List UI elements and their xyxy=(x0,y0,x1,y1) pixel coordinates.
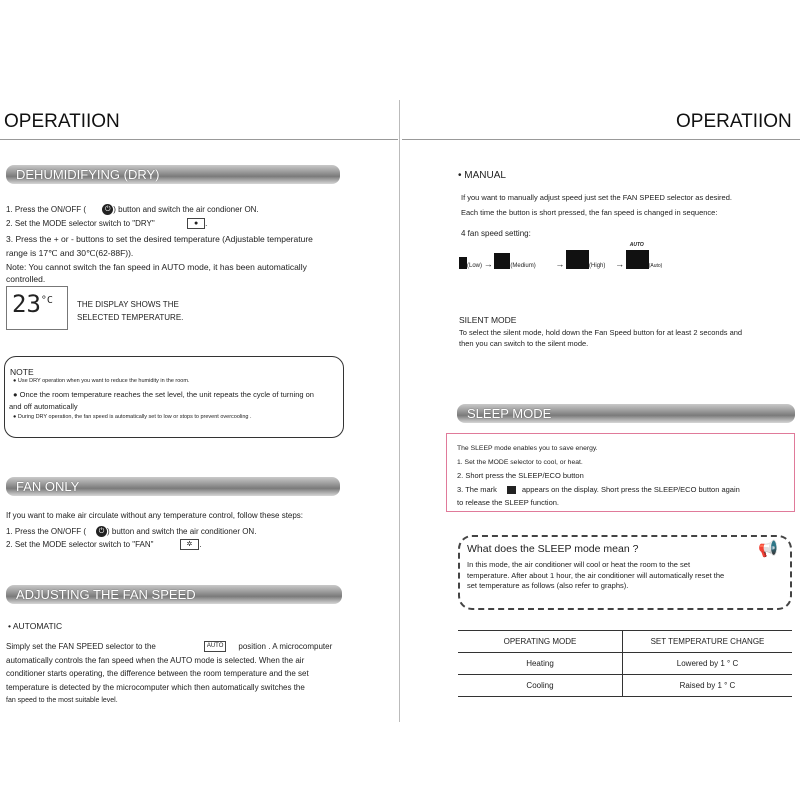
column-header: SET TEMPERATURE CHANGE xyxy=(623,631,793,653)
fan-icon: ✲ xyxy=(180,539,200,550)
fan-auto-icon xyxy=(626,242,649,269)
page-divider xyxy=(399,100,400,722)
table-cell: Heating xyxy=(458,653,623,675)
arrow-icon: → xyxy=(483,259,493,269)
temperature-display xyxy=(6,286,68,330)
power-icon: ⏻ xyxy=(102,204,113,215)
note-item-2: ● Once the room temperature reaches the set level, the unit repeats the cycle of turning on xyxy=(13,390,314,399)
text: 3. The mark xyxy=(457,484,497,494)
page-title-left: OPERATIION xyxy=(4,111,120,132)
automatic-heading: • AUTOMATIC xyxy=(8,621,63,631)
text: THE DISPLAY SHOWS THE xyxy=(77,300,179,309)
section-header-fan-speed: ADJUSTING THE FAN SPEED xyxy=(6,585,342,604)
speed-auto-label: (Auto) xyxy=(648,263,663,269)
text xyxy=(457,483,740,497)
note-item-3: ● During DRY operation, the fan speed is automatically set to low or stops to prevent overcooling . xyxy=(13,414,252,420)
table-header-row xyxy=(458,631,792,653)
speed-low-label: (Low) xyxy=(467,263,483,269)
fan-speed-setting-label: 4 fan speed setting: xyxy=(461,229,531,238)
dry-step-1 xyxy=(6,204,259,216)
text: 2. Set the MODE selector switch to "FAN" xyxy=(6,540,154,549)
dry-step-2 xyxy=(6,218,207,230)
sleep-temperature-table xyxy=(458,630,792,697)
text: Once the room temperature reaches the set level, the unit repeats the cycle of turning on xyxy=(19,390,314,399)
note-item-2-cont: and off automatically xyxy=(9,402,78,411)
table-row xyxy=(458,675,792,697)
column-header: OPERATING MODE xyxy=(458,631,623,653)
text: Each time the button is short pressed, the fan speed is changed in sequence: xyxy=(461,208,718,217)
auto-mark: AUTO xyxy=(629,242,644,248)
text: SELECTED TEMPERATURE. xyxy=(77,313,184,322)
text: Use DRY operation when you want to reduce the humidity in the room. xyxy=(17,378,190,384)
manual-heading: • MANUAL xyxy=(458,170,506,181)
note-box xyxy=(4,356,344,438)
fan-low-icon xyxy=(459,257,467,269)
text: In this mode, the air conditioner will cool or heat the room to the set xyxy=(467,560,691,569)
note-title: NOTE xyxy=(10,367,34,377)
text: Simply set the FAN SPEED selector to the xyxy=(6,642,156,651)
fan-only-intro: If you want to make air circulate without any temperature control, follow these steps: xyxy=(6,511,304,520)
text: The SLEEP mode enables you to save energy. xyxy=(457,445,598,452)
silent-mode-heading: SILENT MODE xyxy=(459,315,517,325)
text: 3. Press the + or - buttons to set the desired temperature (Adjustable temperature xyxy=(6,234,313,244)
text: If you want to manually adjust speed just set the FAN SPEED selector as desired. xyxy=(461,193,732,202)
section-header-dry: DEHUMIDIFYING (DRY) xyxy=(6,165,340,184)
sleep-meaning-title: What does the SLEEP mode mean ? xyxy=(467,543,639,555)
sleep-meaning-text xyxy=(467,560,724,592)
text: 1. Press the ON/OFF ( xyxy=(6,527,87,536)
page-title-right: OPERATIION xyxy=(676,111,792,132)
speed-high-label: (High) xyxy=(589,263,606,269)
text: automatically controls the fan speed when the AUTO mode is selected. When the air xyxy=(6,655,305,665)
sleep-mark-icon xyxy=(507,486,516,494)
sleep-meaning-box xyxy=(458,535,792,610)
text: 1. Press the ON/OFF ( xyxy=(6,205,87,214)
speed-medium-label: (Medium) xyxy=(510,263,536,269)
title-rule-right xyxy=(402,139,800,140)
fan-only-step-1 xyxy=(6,526,256,538)
text: 1. Set the MODE selector to cool, or heat. xyxy=(457,458,583,466)
display-value: 23 xyxy=(12,290,41,318)
text: fan speed to the most suitable level. xyxy=(6,697,118,704)
display-unit: °C xyxy=(40,295,53,306)
table-row xyxy=(458,653,792,675)
table-cell: Cooling xyxy=(458,675,623,697)
automatic-paragraph xyxy=(6,640,332,708)
text: temperature is detected by the microcomputer which then automatically switches the xyxy=(6,682,305,692)
text: to release the SLEEP function. xyxy=(457,498,560,507)
text: set temperature as follows (also refer to graphs). xyxy=(467,581,629,590)
text: 2. Set the MODE selector switch to "DRY" xyxy=(6,219,155,228)
fan-high-icon xyxy=(566,250,589,269)
fan-medium-icon xyxy=(494,253,510,269)
table-cell: Lowered by 1 ° C xyxy=(623,653,793,675)
display-caption xyxy=(77,298,183,324)
text: temperature. After about 1 hour, the air conditioner will automatically reset the xyxy=(467,570,725,580)
text: then you can switch to the silent mode. xyxy=(459,339,589,348)
fan-speed-sequence xyxy=(459,242,663,269)
arrow-icon: → xyxy=(615,259,625,269)
section-header-fan-only: FAN ONLY xyxy=(6,477,340,496)
water-drop-icon: ● xyxy=(187,218,205,229)
text: appears on the display. Short press the SLEEP/ECO button again xyxy=(521,484,740,494)
dry-step-3 xyxy=(6,232,313,284)
megaphone-icon: 📢 xyxy=(758,541,778,558)
text: To select the silent mode, hold down the Fan Speed button for at least 2 seconds and xyxy=(459,328,743,337)
arrow-icon: → xyxy=(555,259,565,269)
fan-only-step-2 xyxy=(6,539,202,551)
text: . xyxy=(199,540,202,549)
text: conditioner starts operating, the difference between the room temperature and the set xyxy=(6,669,309,678)
text: range is 17℃ and 30℃(62-88F)). xyxy=(6,248,134,258)
text: 2. Short press the SLEEP/ECO button xyxy=(457,471,584,480)
sleep-instructions-box xyxy=(446,433,795,512)
text: ) button and switch the air condioner ON. xyxy=(113,205,259,214)
power-icon: ⏻ xyxy=(96,526,107,537)
text: controlled. xyxy=(6,274,46,284)
text: Note: You cannot switch the fan speed in AUTO mode, it has been automatically xyxy=(6,262,307,272)
auto-badge-icon: AUTO xyxy=(204,641,227,652)
table-cell: Raised by 1 ° C xyxy=(623,675,793,697)
title-rule-left xyxy=(0,139,398,140)
note-item-1: ● Use DRY operation when you want to reduce the humidity in the room. xyxy=(13,378,190,384)
section-header-sleep: SLEEP MODE xyxy=(457,404,795,423)
text: ) button and switch the air conditioner ON. xyxy=(107,527,257,536)
silent-mode-text xyxy=(459,327,742,349)
text: AUTOMATIC xyxy=(12,621,63,631)
text: MANUAL xyxy=(464,170,506,181)
sleep-instructions xyxy=(457,442,740,510)
text: During DRY operation, the fan speed is automatically set to low or stops to prevent overcooling . xyxy=(17,414,252,420)
text: . xyxy=(205,219,208,228)
text: position . A microcomputer xyxy=(238,642,333,651)
manual-text xyxy=(461,190,732,220)
